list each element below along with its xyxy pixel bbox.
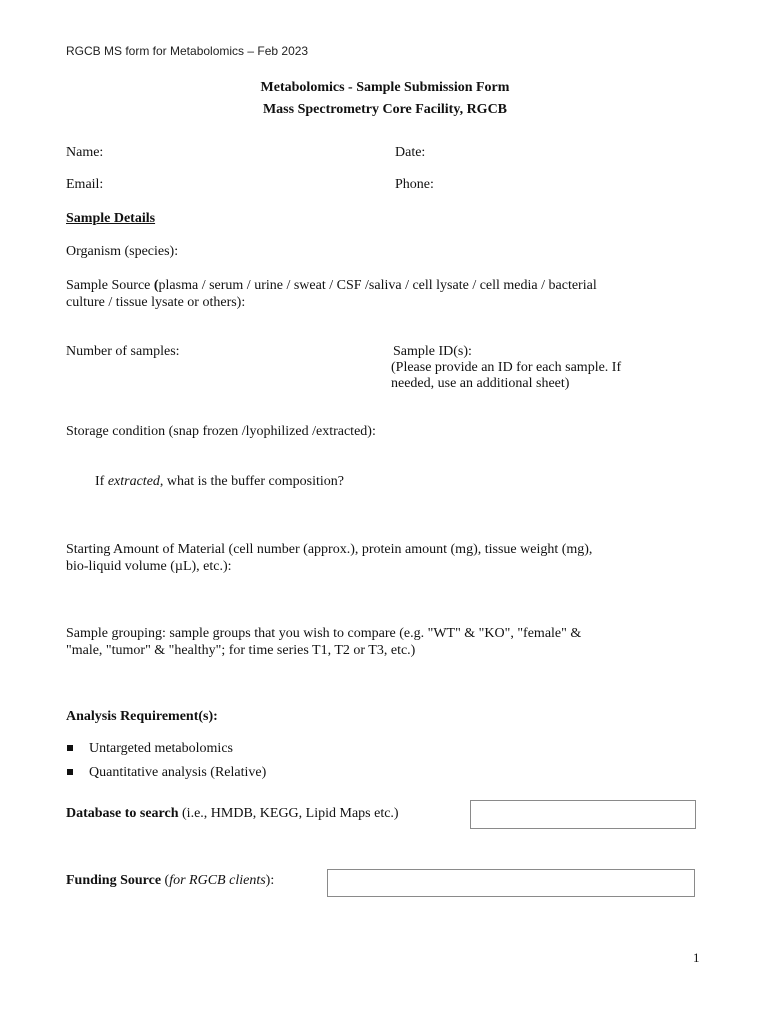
funding-label-close: ): — [265, 873, 275, 888]
facility-title: Mass Spectrometry Core Facility, RGCB — [262, 102, 508, 117]
analysis-item-quantitative: Quantitative analysis (Relative) — [89, 765, 267, 780]
sample-source-options: plasma / serum / urine / sweat / CSF /saliva / cell lysate / cell media / bacterial — [158, 278, 597, 293]
analysis-item-untargeted: Untargeted metabolomics — [89, 741, 233, 756]
sample-source-paren: ( — [153, 278, 159, 293]
buffer-text-emphasis: extracted — [107, 474, 160, 489]
analysis-heading: Analysis Requirement(s): — [66, 709, 218, 724]
funding-input[interactable] — [327, 869, 695, 897]
database-input[interactable] — [470, 800, 696, 829]
organism-label: Organism (species): — [66, 244, 179, 259]
sample-source-line2: culture / tissue lysate or others): — [66, 295, 246, 310]
sample-ids-note-line1: (Please provide an ID for each sample. If — [391, 360, 622, 375]
funding-label-bold: Funding Source — [66, 873, 162, 888]
sample-source-prefix: Sample Source — [66, 278, 154, 293]
funding-label — [66, 873, 274, 889]
buffer-composition-label — [95, 474, 344, 490]
date-label: Date: — [395, 145, 426, 160]
phone-label: Phone: — [395, 177, 434, 192]
sample-details-heading: Sample Details — [66, 211, 156, 226]
name-label: Name: — [66, 145, 104, 160]
database-label-bold: Database to search — [66, 806, 179, 821]
database-label — [66, 806, 399, 822]
sample-grouping-line2: "male, "tumor" & "healthy"; for time series T1, T2 or T3, etc.) — [66, 643, 416, 658]
starting-amount-line2: bio-liquid volume (µL), etc.): — [66, 559, 232, 574]
starting-amount-line1: Starting Amount of Material (cell number (approx.), protein amount (mg), tissue weight (mg), — [66, 542, 593, 557]
bullet-icon — [67, 745, 73, 751]
document-header: RGCB MS form for Metabolomics – Feb 2023 — [66, 44, 309, 58]
sample-source-label — [66, 278, 597, 294]
funding-label-open: ( — [161, 873, 170, 888]
sample-grouping-line1: Sample grouping: sample groups that you wish to compare (e.g. "WT" & "KO", "female" & — [66, 626, 582, 641]
database-label-rest: (i.e., HMDB, KEGG, Lipid Maps etc.) — [178, 806, 399, 821]
buffer-text-pre: If — [95, 474, 108, 489]
email-label: Email: — [66, 177, 104, 192]
num-samples-label: Number of samples: — [66, 344, 180, 359]
storage-condition-label: Storage condition (snap frozen /lyophilized /extracted): — [66, 424, 376, 439]
funding-label-emphasis: for RGCB clients — [169, 873, 266, 888]
buffer-text-post: , what is the buffer composition? — [159, 474, 344, 489]
sample-ids-note-line2: needed, use an additional sheet) — [391, 376, 570, 391]
page-number: 1 — [693, 950, 700, 965]
sample-ids-label: Sample ID(s): — [393, 344, 472, 359]
form-title: Metabolomics - Sample Submission Form — [260, 80, 510, 95]
bullet-icon — [67, 769, 73, 775]
